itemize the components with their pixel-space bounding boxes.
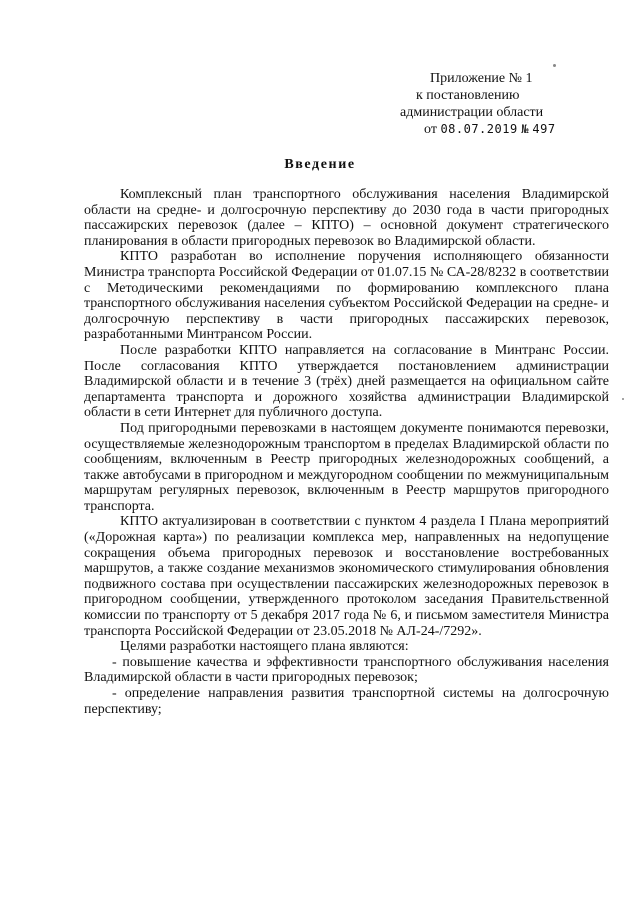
section-title: Введение (284, 157, 356, 172)
appendix-authority-line: администрации области (400, 105, 544, 120)
scan-speck (553, 64, 556, 67)
paragraph: КПТО разработан во исполнение поручения исполняющего обязанности Министра транспорта Российской Федерации от 01.07.15 № СА-28/8232 в соответствии с Методическими рекомендациями по формированию комплексного плана транспортного обслуживания населения субъектом Российской Федерации на средне- и долгосрочную перспективу в части пригородных пассажирских перевозок, разработанными Минтрансом России. (84, 249, 609, 343)
appendix-ref-line: к постановлению (416, 88, 520, 103)
resolution-number: 497 (532, 122, 556, 136)
paragraph: Комплексный план транспортного обслуживания населения Владимирской области на средне- и долгосрочную перспективу до 2030 года в части пригородных пассажирских перевозок (далее – КПТО) – основной документ стратегического планирования в области пригородных перевозок во Владимирской области. (84, 187, 609, 249)
goals-intro: Целями разработки настоящего плана являются: (120, 639, 409, 655)
appendix-date-line (400, 121, 600, 138)
goal-item: - повышение качества и эффективности транспортного обслуживания населения Владимирской области в части пригородных перевозок; (84, 654, 609, 686)
resolution-date: 08.07.2019 (440, 122, 518, 136)
goal-item: - определение направления развития транспортной системы на долгосрочную перспективу; (84, 686, 609, 717)
paragraph: Под пригородными перевозками в настоящем документе понимаются перевозки, осуществляемые железнодорожным транспортом в пределах Владимирской области по сообщениям, включенным в Реестр пригородных железнодорожных сообщений, а также автобусами в пригородном и междугородном сообщении по межмуниципальным маршрутам регулярных перевозок, включенным в Реестр маршрутов пригородного транспорта. (84, 420, 609, 514)
scan-speck (622, 398, 624, 400)
number-sign: № (521, 122, 529, 136)
paragraph: КПТО актуализирован в соответствии с пунктом 4 раздела I Плана мероприятий («Дорожная карта») по реализации комплекса мер, направленных на недопущение сокращения объема пригородных перевозок и восстановление востребованных маршрутов, а также создание механизмов экономического стимулирования обновления подвижного состава при осуществлении пассажирских железнодорожных перевозок в пригородном сообщении, утвержденного протоколом заседания Правительственной комиссии по транспорту от 5 декабря 2017 года № 6, и письмом заместителя Министра транспорта Российской Федерации от 23.05.2018 № АЛ-24-/7292». (84, 514, 609, 639)
appendix-header (400, 70, 600, 138)
date-prefix: от (424, 122, 437, 137)
paragraph: После разработки КПТО направляется на согласование в Минтранс России. После согласования КПТО утверждается постановлением администрации Владимирской области и в течение 3 (трёх) дней размещается на официальном сайте департамента транспорта и дорожного хозяйства администрации Владимирской области в сети Интернет для публичного доступа. (84, 342, 609, 421)
document-body (84, 187, 609, 717)
appendix-title: Приложение № 1 (430, 71, 533, 86)
